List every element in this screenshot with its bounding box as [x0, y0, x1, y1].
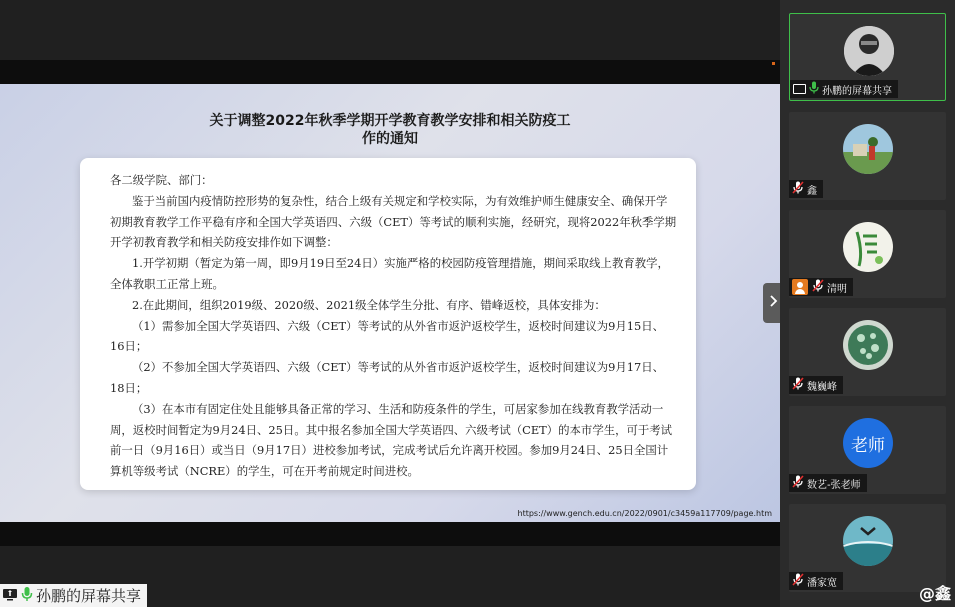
- screen-share-icon: [793, 84, 806, 94]
- paragraph-sub-3: （3）在本市有固定住处且能够具备正常的学习、生活和防疫条件的学生，可居家参加在线教育教学活动一周，返校时间暂定为9月24日、25日。其中报名参加全国大学英语四、六级考试（CET）的本市学生，可于考试前一日（9月16日）或当日（9月17日）进校参加考试，完成考试后允许离开校园。参加9月24日、25日全国计算机等级考试（NCRE）的学生，可在开考前规定时间进校。: [110, 401, 673, 479]
- avatar: [843, 418, 893, 468]
- recording-indicator: [772, 62, 775, 65]
- screen-share-icon: [2, 587, 18, 605]
- paragraph-item-2: 2.在此期间，组织2019级、2020级、2021级全体学生分批、有序、错峰返校，具体安排为：: [132, 297, 606, 312]
- mic-icon: [809, 81, 819, 97]
- share-bottom-letterbox: [0, 522, 780, 546]
- participants-panel: [780, 0, 955, 607]
- participant-tile[interactable]: [789, 13, 946, 101]
- source-url: https://www.gench.edu.cn/2022/0901/c3459a117709/page.htm: [517, 509, 772, 518]
- salutation: 各二级学院、部门：: [110, 173, 213, 187]
- participant-name-bar: [789, 180, 823, 198]
- participant-name-bar: [789, 572, 843, 590]
- share-caption-text: 孙鹏的屏幕共享: [36, 587, 142, 605]
- participant-name-bar: [789, 376, 843, 394]
- avatar-initials: 老师: [851, 435, 885, 456]
- share-top-letterbox: [0, 60, 780, 84]
- screen-share-caption: [0, 584, 147, 607]
- avatar: [843, 124, 893, 174]
- person-icon: [792, 279, 808, 295]
- participant-name-bar: [789, 474, 867, 492]
- avatar: [843, 222, 893, 272]
- avatar: [844, 26, 894, 76]
- participant-tile[interactable]: [789, 112, 946, 200]
- mic-muted-icon: [792, 573, 804, 589]
- paragraph-sub-1: （1）需参加全国大学英语四、六级（CET）等考试的从外省市返沪返校学生，返校时间建议为9月15日、16日；: [110, 318, 665, 354]
- notice-document: [80, 158, 696, 490]
- participant-tile[interactable]: [789, 210, 946, 298]
- shared-slide: [0, 84, 780, 522]
- avatar: [843, 320, 893, 370]
- participant-name: 数艺-张老师: [807, 479, 861, 491]
- avatar: [843, 516, 893, 566]
- participant-name: 清明: [827, 283, 847, 295]
- participant-tile[interactable]: [789, 406, 946, 494]
- participant-name: 鑫: [807, 185, 817, 197]
- watermark: @鑫: [918, 584, 951, 603]
- mic-icon: [21, 586, 33, 606]
- participant-name-bar: [789, 278, 853, 296]
- participant-tile[interactable]: [789, 308, 946, 396]
- mic-muted-icon: [792, 475, 804, 491]
- mic-muted-icon: [812, 279, 824, 295]
- participant-name: 魏巍峰: [807, 381, 837, 393]
- mic-muted-icon: [792, 377, 804, 393]
- slide-title-line2: 作的通知: [362, 131, 418, 147]
- participant-name: 潘家宽: [807, 577, 837, 589]
- participant-name: 孙鹏的屏幕共享: [822, 85, 892, 97]
- paragraph-sub-2: （2）不参加全国大学英语四、六级（CET）等考试的从外省市返沪返校学生，返校时间建议为9月17日、18日；: [110, 360, 665, 395]
- paragraph-intro: 鉴于当前国内疫情防控形势的复杂性，结合上级有关规定和学校实际，为有效维护师生健康安全、确保开学初期教育教学工作平稳有序和全国大学英语四、六级（CET）等考试的顺利实施，经研究，现将2022年秋季学期开学初教育教学和相关防疫安排作如下调整：: [110, 193, 677, 250]
- participant-name-bar: [790, 80, 898, 98]
- chevron-right-icon: [770, 295, 778, 311]
- paragraph-item-1: 1.开学初期（暂定为第一周，即9月19日至24日）实施严格的校园防疫管理措施，期间采取线上教育教学，全体教职工正常上班。: [110, 256, 669, 291]
- mic-muted-icon: [792, 181, 804, 197]
- slide-title: [180, 112, 600, 148]
- participant-tile[interactable]: [789, 504, 946, 592]
- slide-title-line1: 关于调整2022年秋季学期开学教育教学安排和相关防疫工: [209, 113, 571, 129]
